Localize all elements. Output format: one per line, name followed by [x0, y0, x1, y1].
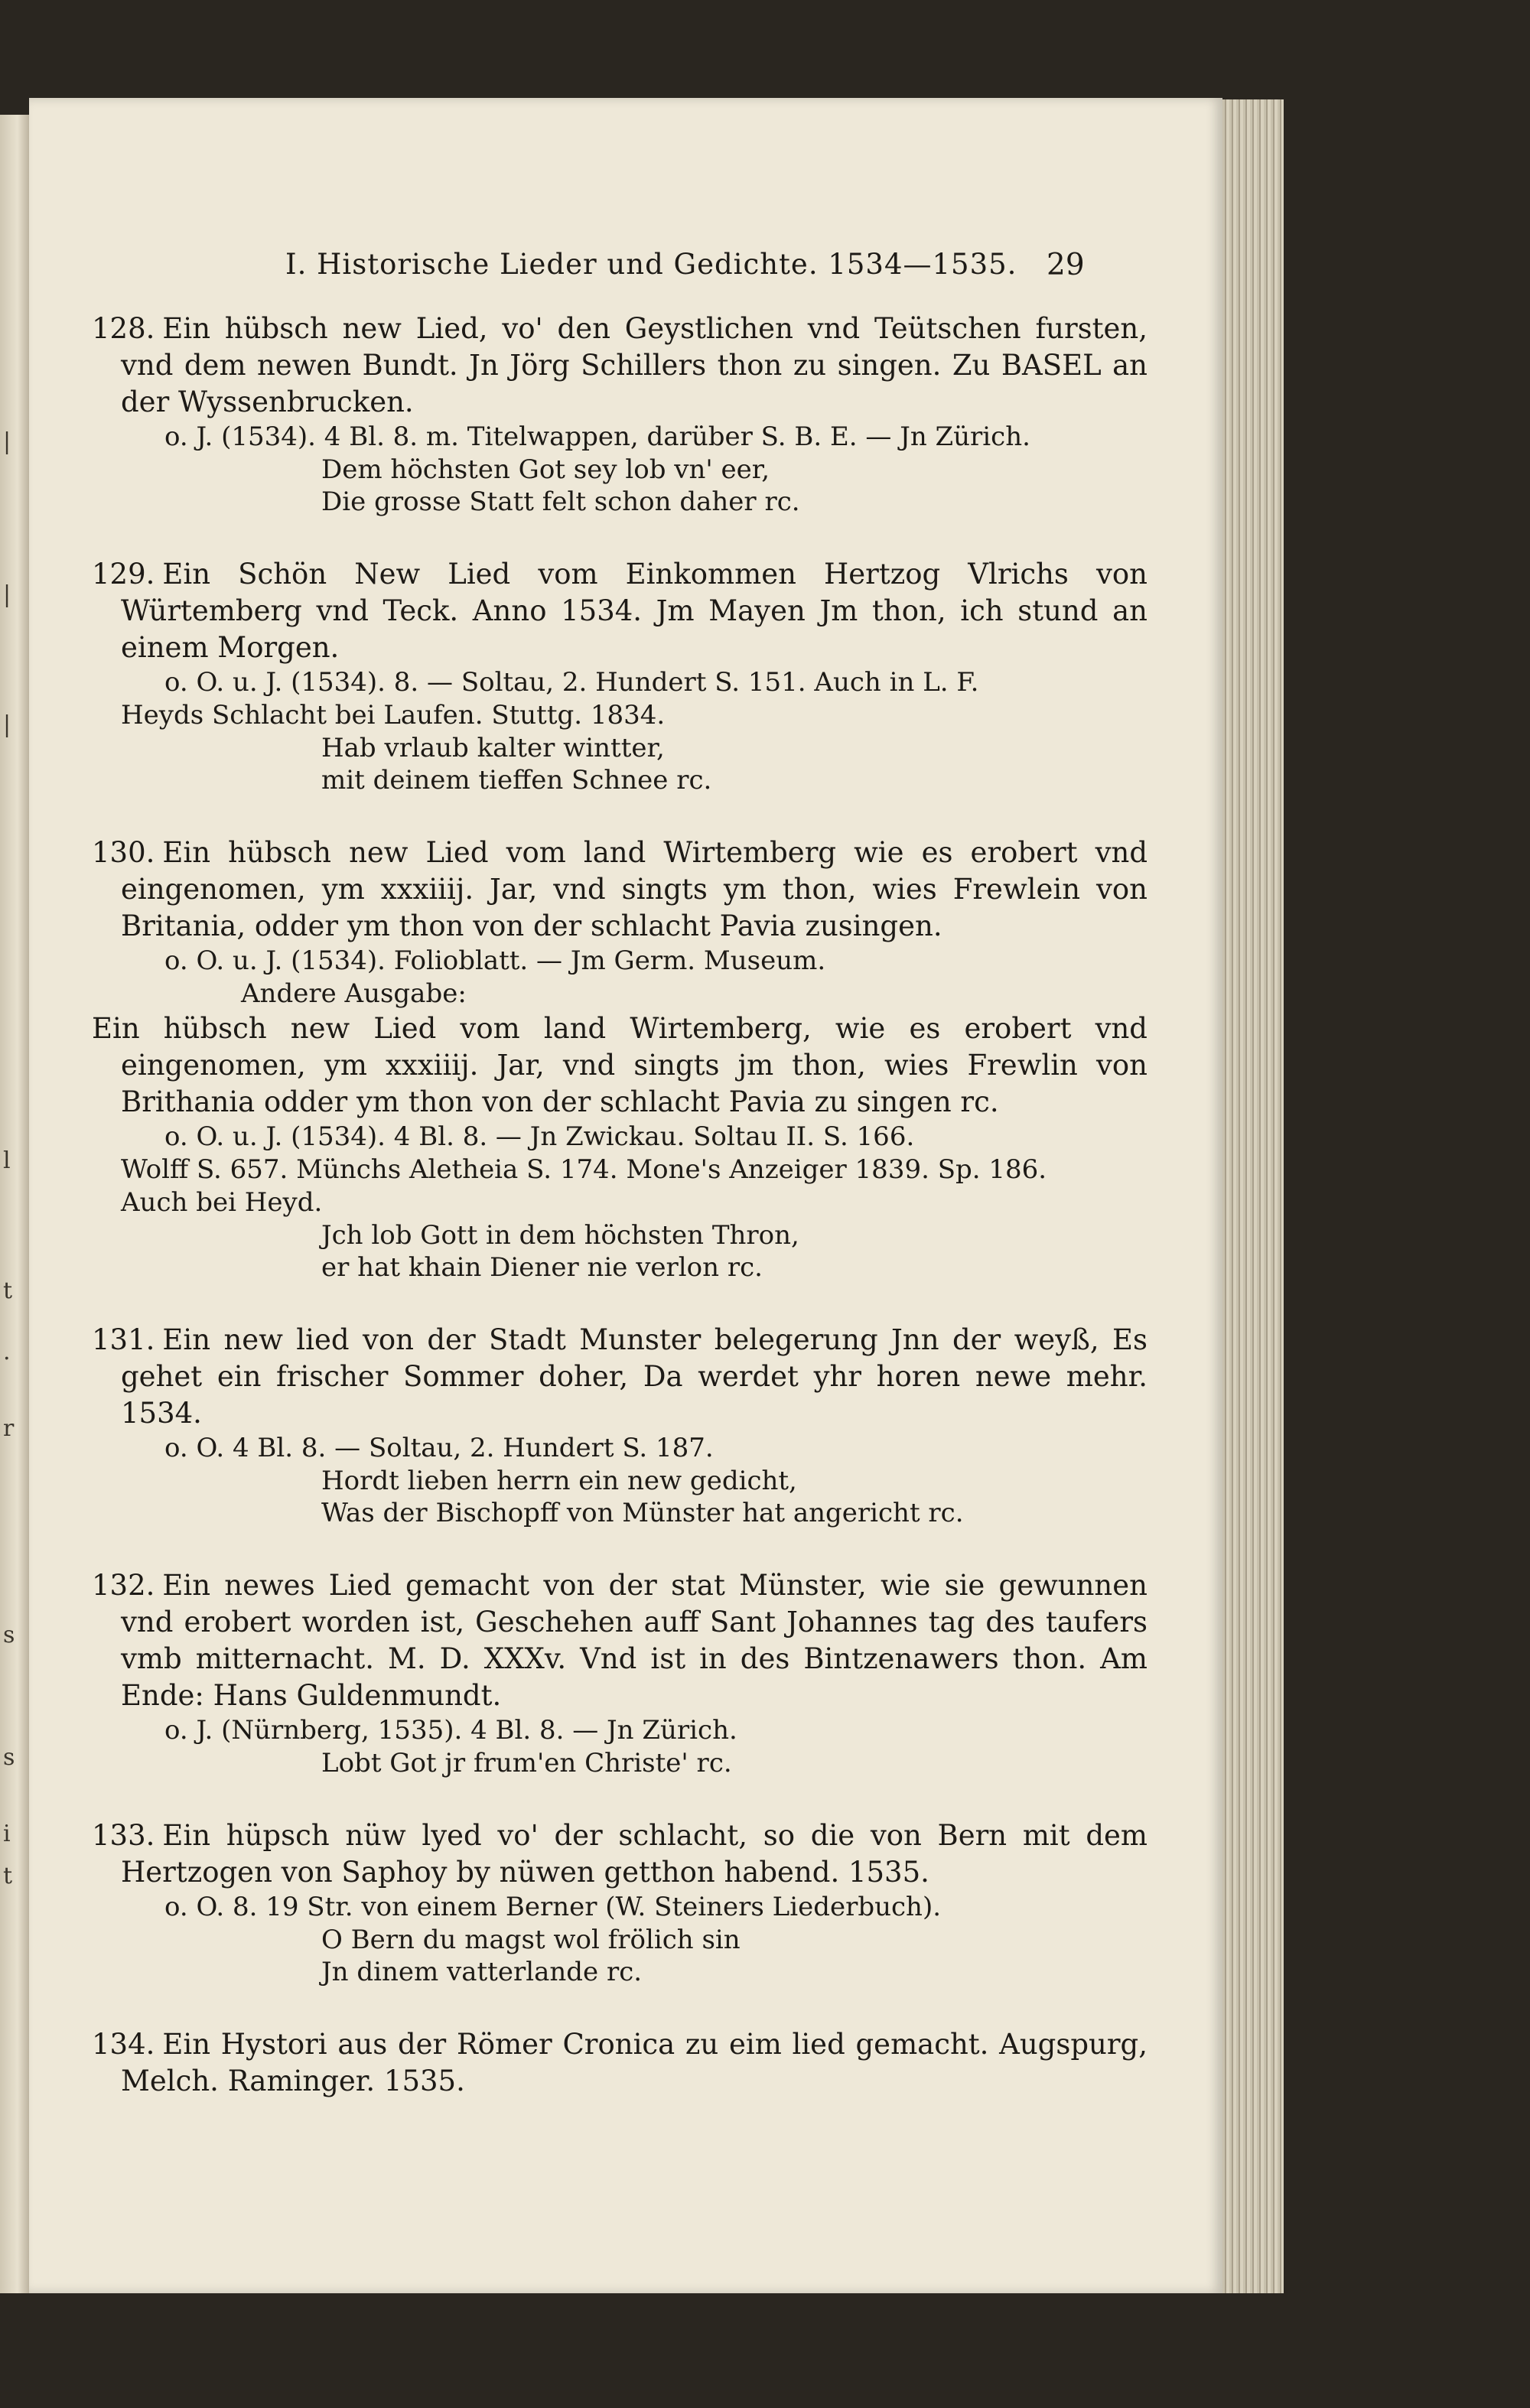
entry-bibliography: o. O. u. J. (1534). 8. — Soltau, 2. Hundert S. 151. Auch in L. F.: [164, 667, 979, 698]
incipit-line: Die grosse Statt felt schon daher rc.: [321, 486, 800, 517]
margin-mark: |: [3, 428, 11, 455]
entry-title: [92, 556, 1148, 666]
alternate-edition-title: Ein hübsch new Lied vom land Wirtemberg, wie es erobert vnd eingenomen, ym xxxiiij. Jar, vnd singts jm thon, wies Frewlin von Brithania odder ym thon von der schlacht Pavia zu singen rc.: [92, 1012, 1148, 1118]
margin-mark: l: [3, 1147, 11, 1174]
entry-bibliography: o. J. (1534). 4 Bl. 8. m. Titelwappen, darüber S. B. E. — Jn Zürich.: [164, 421, 1030, 452]
entry-title-text: Ein hübsch new Lied vom land Wirtemberg wie es erobert vnd eingenomen, ym xxxiiij. Jar, vnd singts ym thon, wies Frewlein von Britania, odder ym thon von der schlacht Pavia zusingen.: [121, 836, 1148, 942]
book-spine: [1222, 99, 1284, 2293]
incipit-line: Lobt Got jr frum'en Christe' rc.: [321, 1748, 732, 1778]
entry-bibliography: o. O. u. J. (1534). Folioblatt. — Jm Germ. Museum.: [164, 945, 826, 976]
entry-134: [92, 2026, 1148, 2100]
page-number: 29: [1047, 248, 1085, 282]
book-page: [29, 98, 1222, 2293]
entry-bibliography: o. O. 4 Bl. 8. — Soltau, 2. Hundert S. 187.: [164, 1433, 714, 1463]
entry-number: 134.: [92, 2028, 155, 2061]
entry-title-text: Ein new lied von der Stadt Munster belegerung Jnn der weyß, Es gehet ein frischer Sommer doher, Da werdet yhr horen newe mehr. 1534.: [121, 1323, 1148, 1430]
entry-number: 128.: [92, 312, 155, 345]
margin-mark: i: [3, 1821, 11, 1847]
incipit-line: O Bern du magst wol frölich sin: [321, 1925, 741, 1955]
entry-bibliography: o. O. u. J. (1534). 4 Bl. 8. — Jn Zwickau. Soltau II. S. 166.: [164, 1121, 915, 1152]
incipit-line: mit deinem tieffen Schnee rc.: [321, 765, 712, 796]
incipit-line: Dem höchsten Got sey lob vn' eer,: [321, 454, 770, 485]
entries-list: [92, 311, 1148, 2138]
entry-129: [92, 556, 1148, 796]
entry-bibliography-continued: Heyds Schlacht bei Laufen. Stuttg. 1834.: [121, 700, 666, 731]
incipit-line: Jch lob Gott in dem höchsten Thron,: [321, 1220, 799, 1251]
entry-bibliography-continued: Wolff S. 657. Münchs Aletheia S. 174. Mone's Anzeiger 1839. Sp. 186.: [121, 1154, 1047, 1185]
margin-mark: t: [3, 1863, 13, 1889]
margin-mark: |: [3, 581, 11, 608]
incipit-line: Jn dinem vatterlande rc.: [321, 1957, 643, 1987]
entry-title-text: Ein Hystori aus der Römer Cronica zu eim lied gemacht. Augspurg, Melch. Raminger. 1535.: [121, 2028, 1148, 2097]
entry-bibliography: o. J. (Nürnberg, 1535). 4 Bl. 8. — Jn Zürich.: [164, 1715, 737, 1746]
margin-mark: |: [3, 711, 11, 738]
entry-bibliography: o. O. 8. 19 Str. von einem Berner (W. Steiners Liederbuch).: [164, 1892, 942, 1922]
entry-title: [92, 835, 1148, 945]
margin-mark: .: [3, 1339, 11, 1365]
entry-title: [92, 1817, 1148, 1891]
incipit-line: Hab vrlaub kalter wintter,: [321, 733, 665, 763]
incipit-line: Hordt lieben herrn ein new gedicht,: [321, 1466, 797, 1496]
entry-number: 129.: [92, 558, 155, 591]
margin-mark: s: [3, 1744, 15, 1771]
entry-title-text: Ein hüpsch nüw lyed vo' der schlacht, so die von Bern mit dem Hertzogen von Saphoy by nüwen getthon habend. 1535.: [121, 1819, 1148, 1889]
entry-title-text: Ein hübsch new Lied, vo' den Geystlichen vnd Teütschen fursten, vnd dem newen Bundt. Jn Jörg Schillers thon zu singen. Zu BASEL an der Wyssenbrucken.: [121, 312, 1148, 418]
entry-title: [92, 1567, 1148, 1714]
entry-title: [92, 1322, 1148, 1432]
entry-title: [92, 2026, 1148, 2100]
margin-mark: r: [3, 1415, 15, 1442]
entry-bibliography-continued: Auch bei Heyd.: [121, 1187, 323, 1218]
incipit-line: Was der Bischopff von Münster hat angericht rc.: [321, 1498, 964, 1528]
entry-128: [92, 311, 1148, 518]
margin-marks: [3, 115, 26, 2408]
entry-number: 132.: [92, 1569, 155, 1602]
entry-131: [92, 1322, 1148, 1529]
entry-title-text: Ein Schön New Lied vom Einkommen Hertzog Vlrichs von Würtemberg vnd Teck. Anno 1534. Jm Mayen Jm thon, ich stund an einem Morgen.: [121, 558, 1148, 664]
entry-number: 133.: [92, 1819, 155, 1852]
entry-title-text: Ein newes Lied gemacht von der stat Münster, wie sie gewunnen vnd erobert worden ist, Geschehen auff Sant Johannes tag des taufers vmb mitternacht. M. D. XXXv. Vnd ist in des Bintzenawers thon. Am Ende: Hans Guldenmundt.: [121, 1569, 1148, 1712]
entry-number: 131.: [92, 1323, 155, 1356]
entry-130: [92, 835, 1148, 1284]
entry-133: [92, 1817, 1148, 1988]
running-title: I. Historische Lieder und Gedichte. 1534—1535.: [285, 248, 1017, 281]
entry-title: [92, 311, 1148, 421]
incipit-line: er hat khain Diener nie verlon rc.: [321, 1252, 763, 1283]
entry-number: 130.: [92, 836, 155, 869]
entry-132: [92, 1567, 1148, 1779]
margin-mark: s: [3, 1622, 15, 1648]
left-page-edge: [0, 115, 29, 2293]
alternate-edition-label: Andere Ausgabe:: [241, 978, 467, 1009]
margin-mark: t: [3, 1277, 13, 1304]
